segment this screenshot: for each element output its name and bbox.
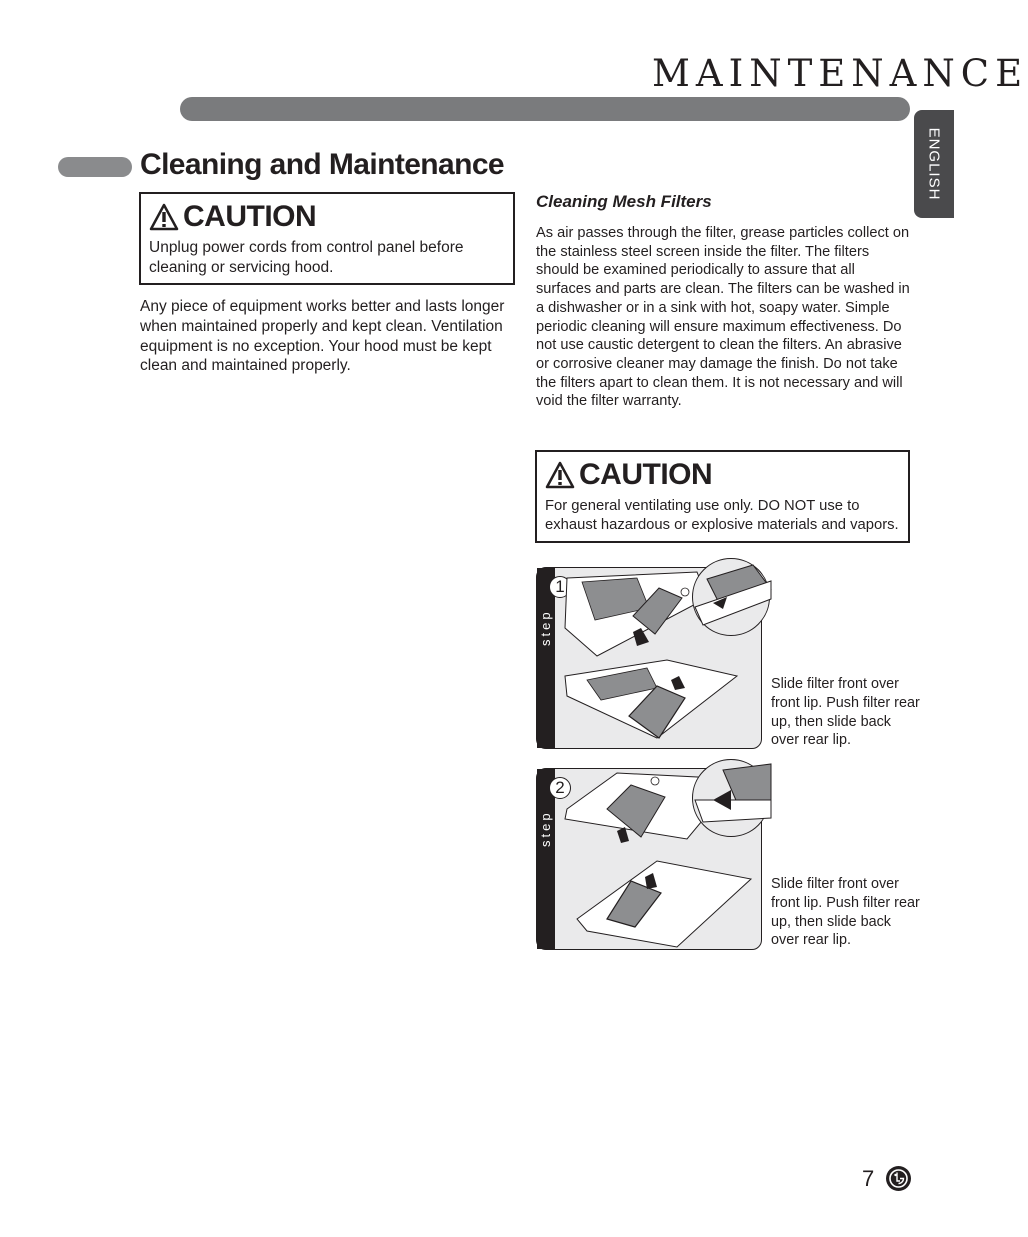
heading-marker [58,157,132,177]
header-bar [180,97,910,121]
caution-box-ventilation [535,450,910,543]
caution-box-unplug [139,192,515,285]
filter-detail-drawing [693,760,771,838]
mesh-filters-text: As air passes through the filter, grease particles collect on the stainless steel screen inside the filter. The filters should be examined periodically to assure that all surfaces and parts are clean. The filters can be washed in a dishwasher or in a sink with hot, soapy water. Simple periodic cleaning will ensure maximum effectiveness. Do not use caustic detergent to clean the filters. An abrasive or corrosive cleaner may damage the finish. Do not take the filters apart to clean them. It is not necessary and will void the filter warranty. [536,225,910,410]
caution-title: CAUTION [183,200,317,233]
filter-detail-drawing [693,559,771,637]
caution-text: Unplug power cords from control panel before cleaning or servicing hood. [149,239,464,276]
page-number: 7 [862,1166,875,1191]
step-2-detail-circle [692,759,770,837]
step-number: 1 [549,576,571,598]
lg-logo-mark [886,1166,911,1191]
warning-icon [545,461,575,489]
warning-icon [149,203,179,231]
lg-logo-icon [886,1166,911,1191]
caution-title-row [545,458,712,492]
mesh-filters-title: Cleaning Mesh Filters [536,192,712,211]
step-1-detail-circle [692,558,770,636]
step-label: step [538,810,553,848]
language-tab-label: ENGLISH [925,127,943,201]
caution-text: For general ventilating use only. DO NOT use to exhaust hazardous or explosive materials and vapors. [545,498,899,533]
intro-paragraph: Any piece of equipment works better and lasts longer when maintained properly and kept clean. Ventilation equipment is no exception. Your hood must be kept clean and maintained properly. [140,298,505,375]
step-number: 2 [549,777,571,799]
section-title: MAINTENANCE [652,52,1028,95]
page-heading: Cleaning and Maintenance [140,148,504,181]
caution-title-row [149,200,316,234]
step-1-caption: Slide filter front over front lip. Push filter rear up, then slide back over rear lip. [771,676,920,749]
language-tab [914,110,954,218]
caution-title: CAUTION [579,458,713,491]
step-2-caption: Slide filter front over front lip. Push filter rear up, then slide back over rear lip. [771,876,920,949]
step-label: step [538,609,553,647]
